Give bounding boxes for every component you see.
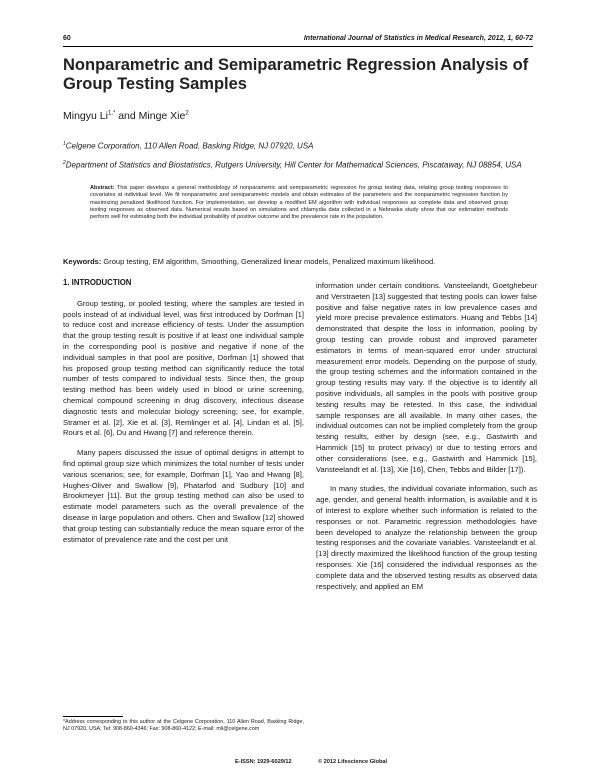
- paragraph: In many studies, the individual covariate information, such as age, gender, and general health information, is available and it is of interest to explore whether such information is related to the responses or not. Parametric regression methodologies have been developed to analyze the relationship between the group testing responses and the covariate variables. Vansteelandt et al. [13] directly maximized the likelihood function of the group testing responses. Xie [16] considered the individual responses as the complete data and the observed testing results as observed data respectively, and applied an EM: [316, 484, 537, 591]
- paragraph: Many papers discussed the issue of optimal designs in attempt to find optimal group size which minimizes the total number of tests under various scenarios; see, for example, Dorfman [1], Yao and Hwang [8], Hughes-Oliver and Swallow [9], Phatarfod and Sudbury [10] and Brookmeyer [11]. But the group testing method can also be used to estimate model parameters such as the overall prevalence of the disease in large population and others. Chen and Swallow [12] showed that group testing can substantially reduce the mean square error of the estimator of prevalence rate and the cost per unit: [63, 448, 304, 544]
- author-superscript: 1,*: [107, 110, 116, 117]
- author-name: Mingyu Li: [63, 110, 108, 122]
- issn-label: E-ISSN: 1929-6029/12: [235, 759, 292, 765]
- affiliation-1: [63, 141, 313, 151]
- keywords-label: Keywords:: [63, 257, 102, 266]
- paragraph: information under certain conditions. Vansteelandt, Goetghebeur and Verstraeten [13] suggested that testing pools can lower false positive and false negative rates in low prevalence cases and yield more precise prevalence estimators. Huang and Tebbs [14] demonstrated that despite the loss in information, pooling by group testing can provide robust and improved parameter estimators in terms of mean-squared error under structural measurement error models. Depending on the purpose of study, the group testing schemes and the information contained in the group testing results may vary. If the objective is to identify all positive individuals, all samples in the pools with positive group testing results may be retested. In this case, the individual sample responses are all available. In many other cases, the individual outcomes can not be implied completely from the group testing results, either by design (see, e.g., Gastwirth and Hammick [15] to protect privacy) or due to testing errors and other considerations (see, e.g., Gastwirth and Hammick [15], Vansteelandt et al. [13], Xie [16], Chen, Tebbs and Bilder [17]).: [316, 281, 537, 474]
- running-header: [63, 34, 533, 47]
- keywords: [63, 257, 543, 266]
- section-heading: 1. INTRODUCTION: [63, 278, 132, 287]
- affiliation-marker: 1: [63, 141, 66, 147]
- left-column: [63, 278, 304, 554]
- correspondence-footnote: *Address corresponding to this author at the Celgene Corporation, 110 Allen Road, Basking Ridge, NJ 07920, USA; Tel: 908-860-4346; Fax: 908-860-4122; E-mail: mli@celgene.com: [63, 719, 304, 732]
- abstract-text: This paper develops a general methodology of nonparametric and semiparametric regression for group testing data, relating group testing responses to covariates at individual level. We fit nonparametric and semiparametric models and obtain estimates of the parameters and the nonparametric regression function by maximizing penalized likelihood function. For implementation, we develop a modified EM algorithm with individual responses as complete data and observed group testing responses as observed data. Numerical results based on simulations and chlamydia data collected in a Nebraska study show that our estimation methods perform well for estimating both the individual probability of positive outcome and the prevalence rate in the population.: [90, 185, 508, 221]
- journal-citation: International Journal of Statistics in Medical Research, 2012, 1, 60-72: [303, 35, 533, 42]
- page-number: 60: [63, 35, 71, 42]
- affiliation-2: [63, 158, 538, 171]
- abstract-label: Abstract:: [90, 185, 115, 191]
- copyright-label: © 2012 Lifescience Global: [318, 759, 388, 765]
- keywords-text: Group testing, EM algorithm, Smoothing, Generalized linear models, Penalized maximum likelihood.: [101, 257, 436, 266]
- affiliation-text: Celgene Corporation, 110 Allen Road, Basking Ridge, NJ 07920, USA: [65, 141, 314, 151]
- abstract: [90, 185, 508, 221]
- affiliation-text: Department of Statistics and Biostatistics, Rutgers University, Hill Center for Mathematical Sciences, Piscataway, NJ 08854, USA: [65, 160, 522, 170]
- paragraph: Group testing, or pooled testing, where the samples are tested in pools instead of at individual level, was first introduced by Dorfman [1] to reduce cost and increase efficiency of tests. Under the assumption that the group testing result is positive if at least one individual sample in the corresponding pool is positive and negative if none of the individual samples in that pool are positive, Dorfman [1] showed that his proposed group testing method can significantly reduce the total number of tests compared to individual tests. Since then, the group testing method has been widely used in blood or urine screening, chemical compound screening in drug discovery, infectious disease diagnostic tests and molecular biology screening; see, for example, Stramer et al. [2], Xie et al. [3], Remlinger et al. [4], Lindan et al. [5], Rours et al. [6], Du and Hwang [7] and reference therein.: [63, 298, 304, 438]
- right-column: [316, 281, 537, 601]
- footnote-divider: [63, 716, 123, 717]
- author-line: [63, 110, 189, 122]
- author-name: and Minge Xie: [115, 110, 186, 122]
- author-superscript: 2: [185, 110, 189, 117]
- affiliation-marker: 2: [63, 160, 66, 166]
- article-title: Nonparametric and Semiparametric Regression Analysis of Group Testing Samples: [63, 56, 529, 93]
